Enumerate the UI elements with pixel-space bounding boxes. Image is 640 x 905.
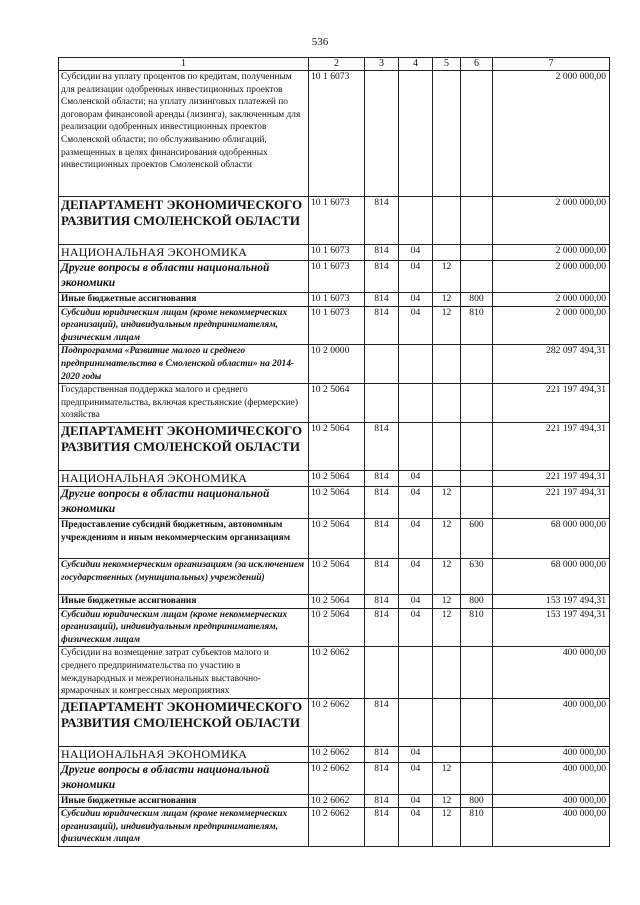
cell-vr bbox=[461, 470, 493, 486]
cell-sec: 04 bbox=[399, 518, 433, 558]
cell-amount: 68 000 000,00 bbox=[493, 558, 610, 594]
cell-dept: 814 bbox=[365, 558, 399, 594]
cell-amount: 2 000 000,00 bbox=[493, 71, 610, 197]
header-col-2: 2 bbox=[309, 58, 365, 71]
header-col-6: 6 bbox=[461, 58, 493, 71]
cell-sub bbox=[433, 71, 461, 197]
cell-dept: 814 bbox=[365, 808, 399, 847]
cell-sub: 12 bbox=[433, 794, 461, 808]
cell-dept: 814 bbox=[365, 608, 399, 647]
cell-code: 10 1 6073 bbox=[309, 71, 365, 197]
table-row bbox=[59, 518, 610, 558]
cell-sub bbox=[433, 197, 461, 245]
cell-dept: 814 bbox=[365, 306, 399, 345]
cell-code: 10 1 6073 bbox=[309, 245, 365, 261]
cell-vr: 800 bbox=[461, 594, 493, 608]
cell-amount: 221 197 494,31 bbox=[493, 422, 610, 470]
cell-vr: 810 bbox=[461, 608, 493, 647]
cell-sec: 04 bbox=[399, 808, 433, 847]
cell-name: Субсидии некоммерческим организациям (за исключением государственных (муниципальных) учреждений) bbox=[59, 558, 309, 594]
cell-amount: 400 000,00 bbox=[493, 746, 610, 762]
cell-dept bbox=[365, 384, 399, 423]
header-col-7: 7 bbox=[493, 58, 610, 71]
cell-sec bbox=[399, 345, 433, 384]
cell-code: 10 2 6062 bbox=[309, 647, 365, 698]
table-row bbox=[59, 422, 610, 470]
budget-table bbox=[58, 57, 610, 847]
cell-code: 10 2 5064 bbox=[309, 594, 365, 608]
cell-name: Иные бюджетные ассигнования bbox=[59, 293, 309, 307]
cell-name: Государственная поддержка малого и среднего предпринимательства, включая крестьянские (фермерские) хозяйства bbox=[59, 384, 309, 423]
cell-vr: 600 bbox=[461, 518, 493, 558]
cell-vr bbox=[461, 384, 493, 423]
header-col-4: 4 bbox=[399, 58, 433, 71]
cell-sub bbox=[433, 470, 461, 486]
table-row bbox=[59, 594, 610, 608]
cell-amount: 2 000 000,00 bbox=[493, 306, 610, 345]
cell-sub: 12 bbox=[433, 518, 461, 558]
cell-dept: 814 bbox=[365, 698, 399, 746]
cell-dept: 814 bbox=[365, 762, 399, 794]
cell-dept: 814 bbox=[365, 245, 399, 261]
cell-amount: 282 097 494,31 bbox=[493, 345, 610, 384]
cell-dept: 814 bbox=[365, 422, 399, 470]
cell-dept bbox=[365, 71, 399, 197]
cell-name: Другие вопросы в области национальной экономики bbox=[59, 261, 309, 293]
cell-name: Субсидии на возмещение затрат субъектов малого и среднего предпринимательства по участию в международных и межрегиональных выставочно-ярмарочных и конгрессных мероприятиях bbox=[59, 647, 309, 698]
cell-sub bbox=[433, 647, 461, 698]
cell-code: 10 2 5064 bbox=[309, 558, 365, 594]
cell-dept: 814 bbox=[365, 594, 399, 608]
cell-vr: 800 bbox=[461, 293, 493, 307]
cell-sec: 04 bbox=[399, 486, 433, 518]
cell-code: 10 2 5064 bbox=[309, 518, 365, 558]
cell-amount: 400 000,00 bbox=[493, 794, 610, 808]
cell-code: 10 2 6062 bbox=[309, 698, 365, 746]
header-col-1: 1 bbox=[59, 58, 309, 71]
cell-code: 10 2 5064 bbox=[309, 486, 365, 518]
cell-vr bbox=[461, 245, 493, 261]
cell-name: ДЕПАРТАМЕНТ ЭКОНОМИЧЕСКОГО РАЗВИТИЯ СМОЛЕНСКОЙ ОБЛАСТИ bbox=[59, 197, 309, 245]
cell-name: Субсидии юридическим лицам (кроме некоммерческих организаций), индивидуальным предпринимателям, физическим лицам bbox=[59, 608, 309, 647]
cell-name: Иные бюджетные ассигнования bbox=[59, 594, 309, 608]
table-row bbox=[59, 245, 610, 261]
cell-code: 10 2 6062 bbox=[309, 746, 365, 762]
table-row bbox=[59, 808, 610, 847]
cell-sub: 12 bbox=[433, 293, 461, 307]
cell-amount: 221 197 494,31 bbox=[493, 470, 610, 486]
cell-sec bbox=[399, 647, 433, 698]
cell-name: ДЕПАРТАМЕНТ ЭКОНОМИЧЕСКОГО РАЗВИТИЯ СМОЛЕНСКОЙ ОБЛАСТИ bbox=[59, 422, 309, 470]
cell-amount: 153 197 494,31 bbox=[493, 594, 610, 608]
table-row bbox=[59, 558, 610, 594]
cell-sub bbox=[433, 422, 461, 470]
cell-sec: 04 bbox=[399, 306, 433, 345]
cell-amount: 2 000 000,00 bbox=[493, 261, 610, 293]
cell-amount: 2 000 000,00 bbox=[493, 197, 610, 245]
table-row bbox=[59, 197, 610, 245]
cell-vr bbox=[461, 486, 493, 518]
cell-sub: 12 bbox=[433, 608, 461, 647]
cell-sub bbox=[433, 384, 461, 423]
cell-dept: 814 bbox=[365, 518, 399, 558]
cell-vr bbox=[461, 261, 493, 293]
cell-dept bbox=[365, 647, 399, 698]
cell-code: 10 2 6062 bbox=[309, 762, 365, 794]
table-row bbox=[59, 486, 610, 518]
cell-vr bbox=[461, 746, 493, 762]
cell-sec: 04 bbox=[399, 470, 433, 486]
cell-sub: 12 bbox=[433, 486, 461, 518]
table-row bbox=[59, 306, 610, 345]
cell-dept: 814 bbox=[365, 293, 399, 307]
cell-name: Подпрограмма «Развитие малого и среднего предпринимательства в Смоленской области» на 2014-2020 годы bbox=[59, 345, 309, 384]
cell-sec: 04 bbox=[399, 261, 433, 293]
cell-code: 10 2 5064 bbox=[309, 384, 365, 423]
cell-vr: 810 bbox=[461, 306, 493, 345]
cell-sub: 12 bbox=[433, 558, 461, 594]
cell-sec: 04 bbox=[399, 794, 433, 808]
header-col-5: 5 bbox=[433, 58, 461, 71]
cell-sec: 04 bbox=[399, 245, 433, 261]
cell-sec: 04 bbox=[399, 762, 433, 794]
cell-amount: 400 000,00 bbox=[493, 762, 610, 794]
cell-vr bbox=[461, 197, 493, 245]
cell-sub: 12 bbox=[433, 306, 461, 345]
cell-sec: 04 bbox=[399, 746, 433, 762]
cell-vr: 800 bbox=[461, 794, 493, 808]
cell-dept: 814 bbox=[365, 486, 399, 518]
table-row bbox=[59, 261, 610, 293]
table-row bbox=[59, 345, 610, 384]
cell-sub bbox=[433, 245, 461, 261]
cell-sec: 04 bbox=[399, 293, 433, 307]
table-row bbox=[59, 293, 610, 307]
cell-amount: 221 197 494,31 bbox=[493, 384, 610, 423]
cell-sub bbox=[433, 698, 461, 746]
cell-name: НАЦИОНАЛЬНАЯ ЭКОНОМИКА bbox=[59, 245, 309, 261]
cell-vr: 810 bbox=[461, 808, 493, 847]
cell-name: Субсидии юридическим лицам (кроме некоммерческих организаций), индивидуальным предпринимателям, физическим лицам bbox=[59, 808, 309, 847]
table-row bbox=[59, 698, 610, 746]
cell-sec bbox=[399, 71, 433, 197]
cell-dept: 814 bbox=[365, 261, 399, 293]
cell-name: Другие вопросы в области национальной экономики bbox=[59, 762, 309, 794]
cell-code: 10 2 6062 bbox=[309, 794, 365, 808]
table-row bbox=[59, 647, 610, 698]
cell-sub bbox=[433, 746, 461, 762]
cell-dept: 814 bbox=[365, 470, 399, 486]
table-row bbox=[59, 794, 610, 808]
cell-amount: 153 197 494,31 bbox=[493, 608, 610, 647]
cell-sec: 04 bbox=[399, 608, 433, 647]
cell-code: 10 2 0000 bbox=[309, 345, 365, 384]
cell-sub: 12 bbox=[433, 808, 461, 847]
cell-sec bbox=[399, 197, 433, 245]
cell-sub: 12 bbox=[433, 594, 461, 608]
table-row bbox=[59, 384, 610, 423]
cell-name: ДЕПАРТАМЕНТ ЭКОНОМИЧЕСКОГО РАЗВИТИЯ СМОЛЕНСКОЙ ОБЛАСТИ bbox=[59, 698, 309, 746]
cell-vr bbox=[461, 647, 493, 698]
cell-sub: 12 bbox=[433, 261, 461, 293]
cell-name: Предоставление субсидий бюджетным, автономным учреждениям и иным некоммерческим организациям bbox=[59, 518, 309, 558]
cell-name: Субсидии юридическим лицам (кроме некоммерческих организаций), индивидуальным предпринимателям, физическим лицам bbox=[59, 306, 309, 345]
cell-code: 10 1 6073 bbox=[309, 261, 365, 293]
cell-sec bbox=[399, 698, 433, 746]
cell-code: 10 2 5064 bbox=[309, 422, 365, 470]
table-row bbox=[59, 746, 610, 762]
cell-vr bbox=[461, 71, 493, 197]
cell-amount: 400 000,00 bbox=[493, 698, 610, 746]
cell-amount: 400 000,00 bbox=[493, 808, 610, 847]
cell-sec bbox=[399, 422, 433, 470]
cell-vr bbox=[461, 345, 493, 384]
cell-code: 10 1 6073 bbox=[309, 306, 365, 345]
cell-code: 10 1 6073 bbox=[309, 293, 365, 307]
cell-vr: 630 bbox=[461, 558, 493, 594]
cell-name: НАЦИОНАЛЬНАЯ ЭКОНОМИКА bbox=[59, 746, 309, 762]
cell-dept: 814 bbox=[365, 197, 399, 245]
cell-vr bbox=[461, 698, 493, 746]
table-row bbox=[59, 470, 610, 486]
cell-sec: 04 bbox=[399, 594, 433, 608]
cell-dept: 814 bbox=[365, 746, 399, 762]
cell-code: 10 2 5064 bbox=[309, 470, 365, 486]
cell-sub bbox=[433, 345, 461, 384]
header-col-3: 3 bbox=[365, 58, 399, 71]
cell-vr bbox=[461, 422, 493, 470]
cell-amount: 2 000 000,00 bbox=[493, 293, 610, 307]
cell-amount: 68 000 000,00 bbox=[493, 518, 610, 558]
cell-sub: 12 bbox=[433, 762, 461, 794]
page-number: 536 bbox=[311, 36, 329, 48]
cell-amount: 400 000,00 bbox=[493, 647, 610, 698]
table-row bbox=[59, 762, 610, 794]
header-row bbox=[59, 58, 610, 71]
cell-vr bbox=[461, 762, 493, 794]
cell-code: 10 1 6073 bbox=[309, 197, 365, 245]
table-body bbox=[59, 71, 610, 847]
cell-name: Другие вопросы в области национальной экономики bbox=[59, 486, 309, 518]
cell-amount: 2 000 000,00 bbox=[493, 245, 610, 261]
cell-name: Иные бюджетные ассигнования bbox=[59, 794, 309, 808]
cell-sec bbox=[399, 384, 433, 423]
cell-code: 10 2 6062 bbox=[309, 808, 365, 847]
cell-name: НАЦИОНАЛЬНАЯ ЭКОНОМИКА bbox=[59, 470, 309, 486]
cell-amount: 221 197 494,31 bbox=[493, 486, 610, 518]
cell-dept: 814 bbox=[365, 794, 399, 808]
table-row bbox=[59, 71, 610, 197]
cell-code: 10 2 5064 bbox=[309, 608, 365, 647]
cell-sec: 04 bbox=[399, 558, 433, 594]
cell-name: Субсидии на уплату процентов по кредитам, полученным для реализации одобренных инвестиционных проектов Смоленской области; на уплату лизинговых платежей по договорам финансовой аренды (лизинга), заключенным для реализации одобренных инвестиционных проектов Смоленской области; по обслуживанию облигаций, размещенных в целях финансирования одобренных инвестиционных проектов Смоленской области bbox=[59, 71, 309, 197]
cell-dept bbox=[365, 345, 399, 384]
table-row bbox=[59, 608, 610, 647]
